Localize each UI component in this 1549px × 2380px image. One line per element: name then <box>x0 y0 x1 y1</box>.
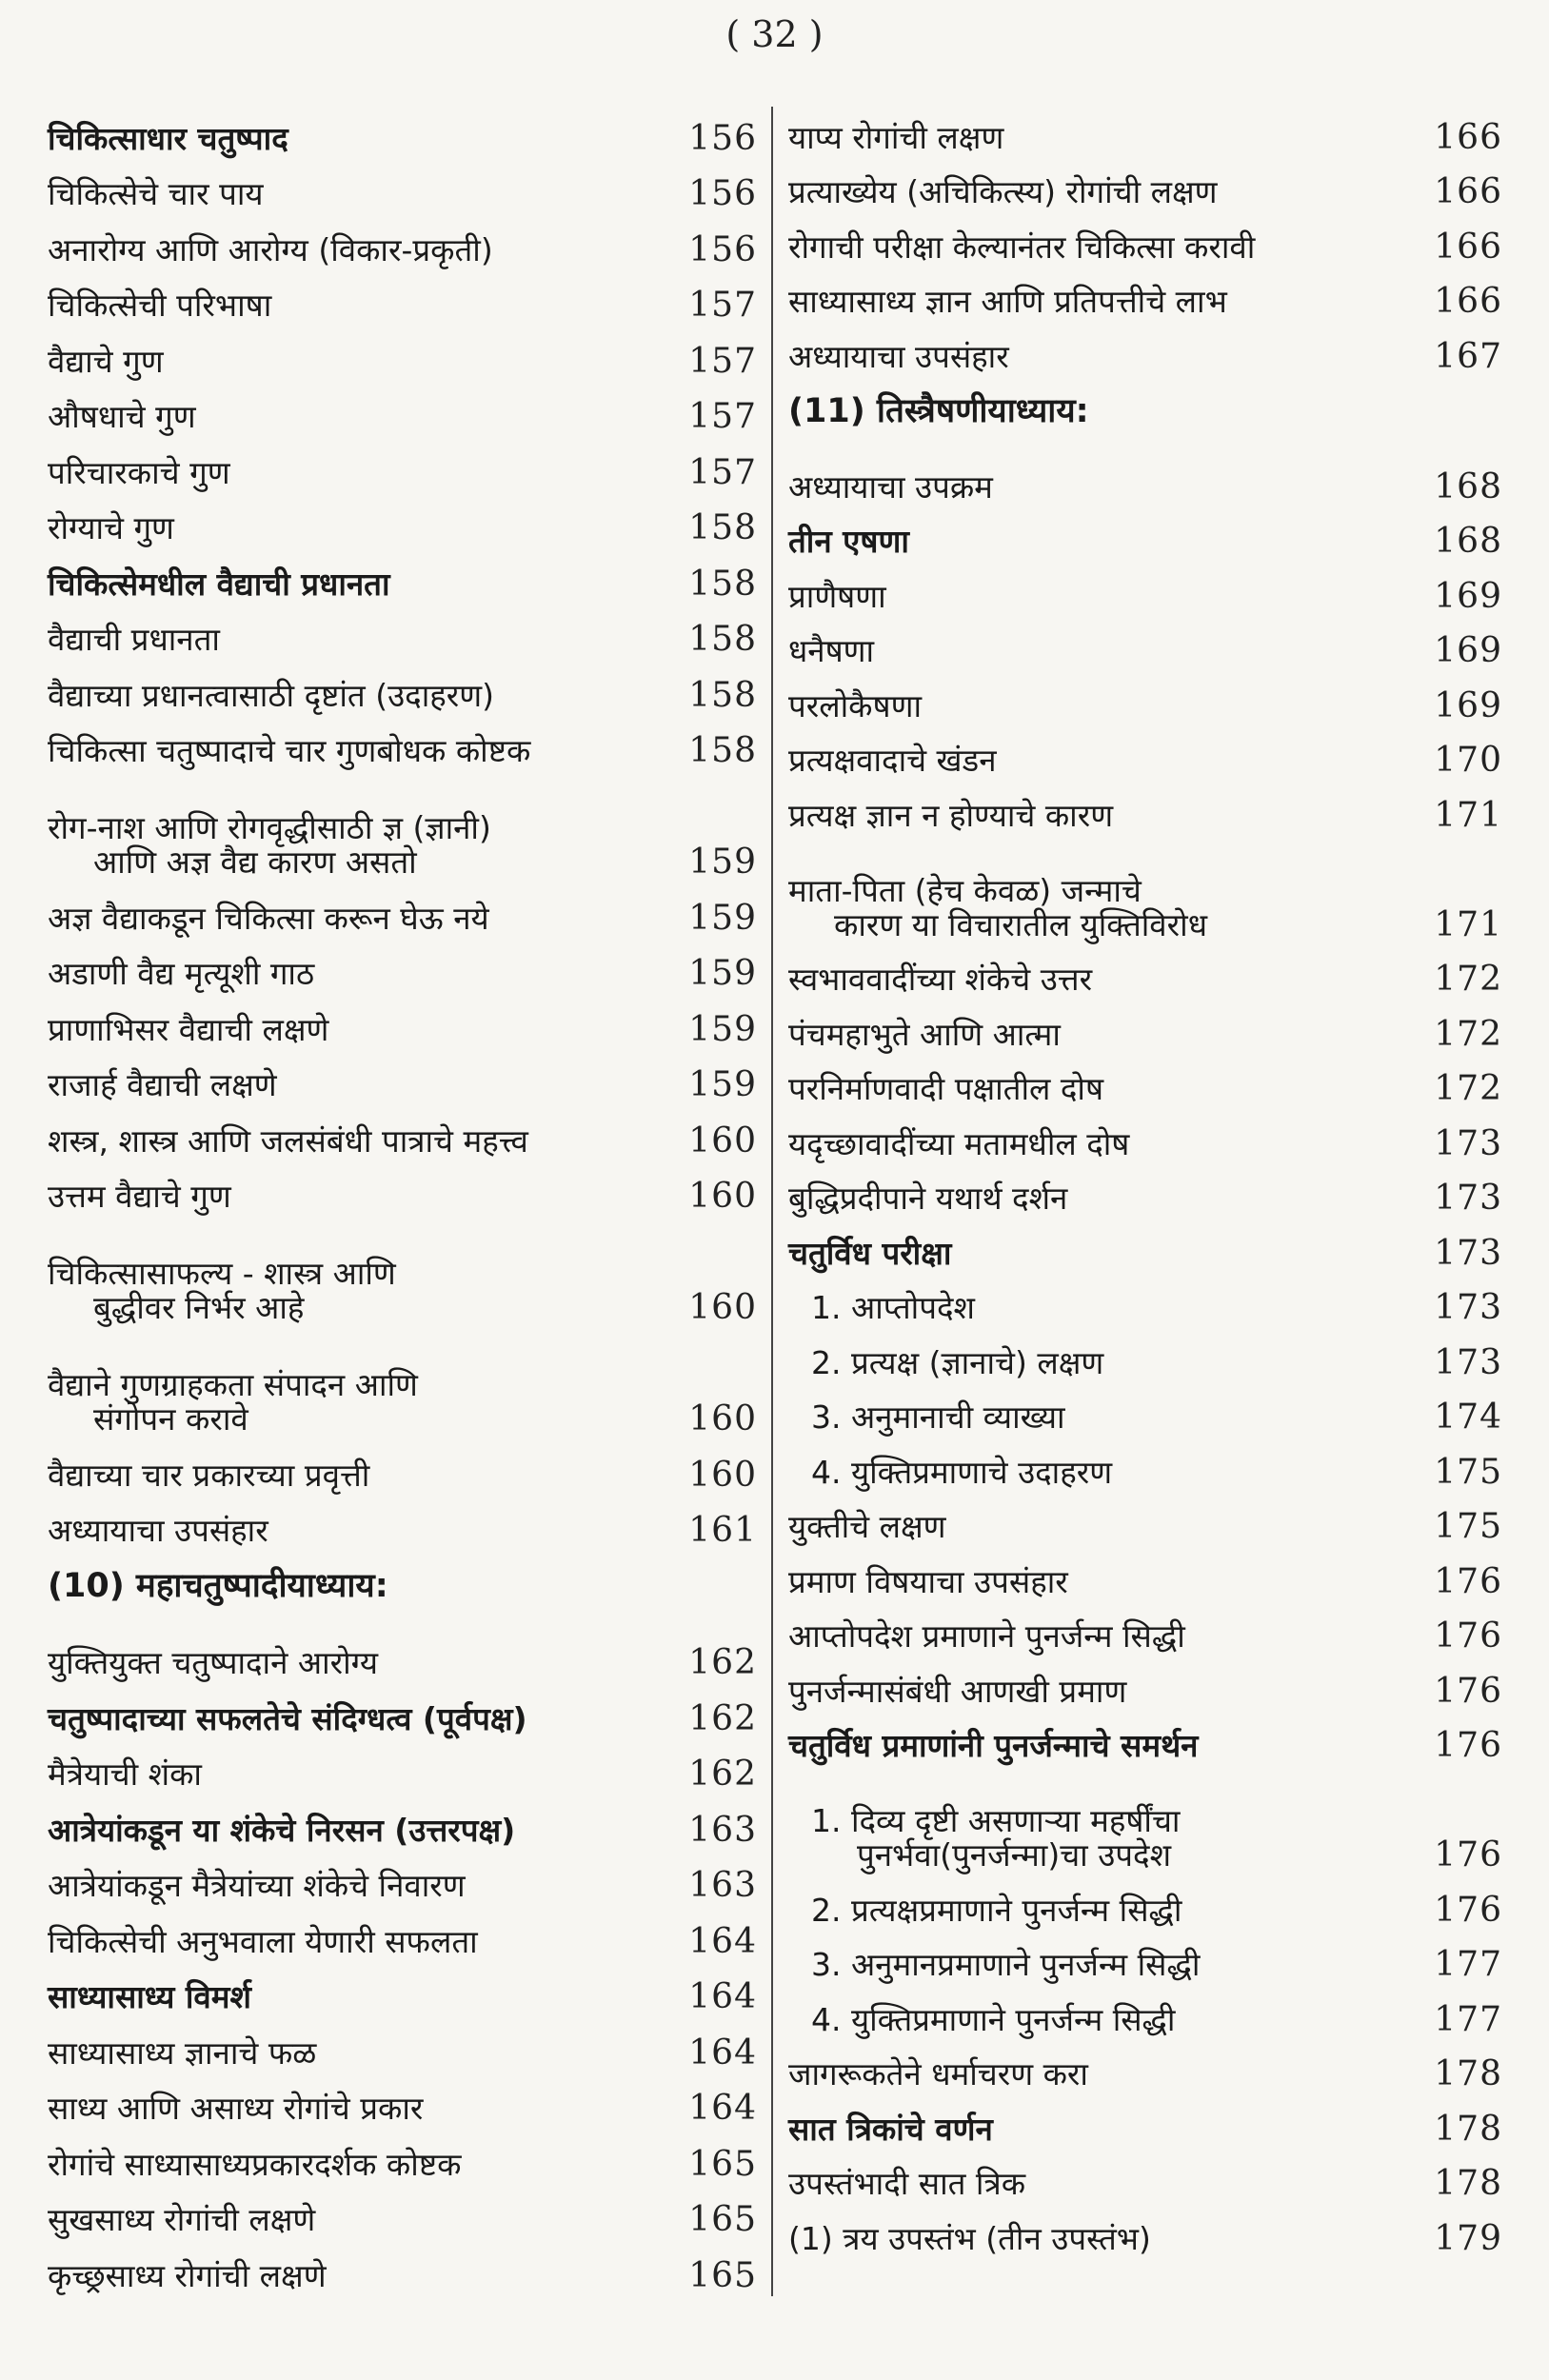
toc-entry-title-line: आत्रेयांकडून मैत्रेयांच्या शंकेचे निवारण <box>48 1867 466 1904</box>
toc-entry-title-line: 4. युक्तिप्रमाणाचे उदाहरण <box>811 1453 1113 1491</box>
toc-page-number: 178 <box>1434 2109 1502 2149</box>
toc-entry-title-line: (11) तिस्त्रैषणीयाध्याय: <box>788 392 1089 431</box>
toc-entry-title <box>48 119 288 157</box>
toc-entry-title-line: वैद्याच्या चार प्रकारच्या प्रवृत्ती <box>48 1456 370 1494</box>
toc-entry-title <box>48 2145 462 2183</box>
toc-entry <box>788 1106 1502 1161</box>
toc-entry-title-line: 1. आप्तोपदेश <box>811 1289 975 1326</box>
toc-entry <box>788 1271 1502 1326</box>
toc-page-number: 174 <box>1434 1398 1502 1437</box>
toc-page-number: 157 <box>688 397 757 436</box>
toc-page-number: 171 <box>1434 904 1502 944</box>
toc-entry-title <box>48 1068 277 1102</box>
toc-entry-title-line: चतुष्पादाच्या सफलतेचे संदिग्धत्व (पूर्वपक्ष) <box>48 1699 527 1737</box>
toc-entry-title-line: कृच्छ्रसाध्य रोगांची लक्षणे <box>48 2256 327 2294</box>
toc-entry <box>788 449 1502 505</box>
toc-page-number: 159 <box>688 898 757 938</box>
toc-entry-title-line: युक्तीचे लक्षण <box>788 1508 946 1545</box>
toc-entry-title <box>788 1124 1130 1162</box>
toc-entry-title <box>788 962 1092 997</box>
toc-entry-title-line: चिकित्साधार चतुष्पाद <box>48 119 288 157</box>
toc-entry <box>48 991 757 1047</box>
toc-entry-title-line: यदृच्छावादींच्या मतामधील दोष <box>788 1124 1130 1162</box>
toc-entry-title-line: प्रत्यक्ष ज्ञान न होण्याचे कारण <box>788 796 1114 834</box>
toc-entry-title <box>788 2000 1176 2038</box>
toc-page-number: 161 <box>688 1511 757 1550</box>
toc-page-number: 169 <box>1434 631 1502 670</box>
toc-entry <box>788 1435 1502 1490</box>
toc-page-number: 178 <box>1434 2054 1502 2093</box>
toc-entry-title-line: 2. प्रत्यक्षप्रमाणाने पुनर्जन्म सिद्धी <box>811 1891 1182 1929</box>
toc-chapter-heading <box>48 1548 757 1625</box>
toc-page-number: 157 <box>688 341 757 381</box>
toc-page-number: 175 <box>1434 1507 1502 1546</box>
toc-entry-title <box>48 2203 315 2237</box>
toc-entry-title <box>788 1672 1127 1710</box>
toc-entry <box>788 1709 1502 1764</box>
toc-entry-title-continuation: आणि अज्ञ वैद्य कारण असतो <box>93 843 417 881</box>
toc-page-number: 160 <box>688 1455 757 1495</box>
toc-entry <box>788 942 1502 998</box>
toc-entry-title <box>788 1181 1067 1216</box>
toc-entry-title <box>48 1699 527 1737</box>
toc-entry-title <box>788 1562 1068 1600</box>
toc-entry-title <box>48 676 494 714</box>
toc-entry-title <box>788 1948 1200 1982</box>
toc-entry <box>788 833 1502 942</box>
toc-entry-title-line: प्रत्यक्षवादाचे खंडन <box>788 742 997 779</box>
toc-entry <box>788 265 1502 320</box>
toc-page-number: 158 <box>688 508 757 547</box>
toc-entry <box>48 1493 757 1549</box>
toc-page-number: 173 <box>1434 1123 1502 1163</box>
toc-entry-title <box>48 623 220 657</box>
toc-entry-title-line: सुखसाध्य रोगांची लक्षणे <box>48 2201 316 2238</box>
toc-entry-title-line: प्रत्याख्येय (अचिकित्स्य) रोगांची लक्षण <box>788 173 1218 210</box>
toc-entry-title <box>48 899 489 937</box>
toc-entry <box>788 2092 1502 2147</box>
toc-entry-title-line: (10) महाचतुष्पादीयाध्याय: <box>48 1567 388 1606</box>
toc-entry-title <box>788 118 1004 156</box>
toc-page-number: 159 <box>688 954 757 993</box>
toc-page-number: 176 <box>1434 1616 1502 1656</box>
toc-entry <box>48 379 757 435</box>
toc-entry <box>788 1873 1502 1928</box>
toc-page-number: 164 <box>688 2089 757 2128</box>
toc-page-number: 179 <box>1434 2218 1502 2258</box>
toc-entry-title-line: मैत्रेयाची शंका <box>48 1755 202 1793</box>
toc-entry <box>788 1599 1502 1655</box>
toc-entry-title-line: प्राणाभिसर वैद्याची लक्षणे <box>48 1010 329 1048</box>
toc-entry <box>48 1736 757 1793</box>
toc-page-number: 166 <box>1434 282 1502 321</box>
page-number: ( 32 ) <box>725 13 824 55</box>
toc-entry-title <box>788 871 1207 943</box>
toc-entry-title <box>48 1757 202 1792</box>
toc-page-number: 162 <box>688 1643 757 1682</box>
toc-entry-title-line: साध्यासाध्य ज्ञानाचे फळ <box>48 2033 317 2072</box>
toc-entry <box>48 1047 757 1103</box>
toc-entry-title <box>48 2092 423 2126</box>
toc-entry <box>48 880 757 936</box>
toc-entry-title-line: रोग्याचे गुण <box>48 509 174 546</box>
toc-entry <box>48 2182 757 2238</box>
toc-entry-title-line: याप्य रोगांची लक्षण <box>788 118 1004 156</box>
toc-entry-title-line: उत्तम वैद्याचे गुण <box>48 1178 231 1215</box>
toc-entry-title <box>48 342 164 380</box>
toc-page-number: 173 <box>1434 1288 1502 1327</box>
toc-entry-title <box>788 1400 1065 1435</box>
toc-entry-title-line: वैद्याची प्रधानता <box>48 621 220 658</box>
toc-page-number: 171 <box>1434 795 1502 835</box>
toc-entry-title <box>788 634 874 668</box>
toc-entry-title <box>48 230 493 268</box>
toc-entry <box>48 2126 757 2182</box>
toc-entry-title-line: अध्यायाचा उपक्रम <box>788 467 993 506</box>
toc-page-number: 168 <box>1434 522 1502 561</box>
toc-entry-title-line: 3. अनुमानाची व्याख्या <box>811 1398 1065 1436</box>
toc-entry-title <box>48 1458 369 1493</box>
toc-entry-title <box>48 288 271 323</box>
toc-entry <box>48 156 757 212</box>
toc-entry <box>48 100 757 156</box>
toc-entry-title <box>788 1891 1182 1929</box>
toc-entry <box>48 1680 757 1736</box>
toc-entry-title <box>48 1646 378 1680</box>
toc-entry-title-line: साध्यासाध्य ज्ञान आणि प्रतिपत्तीचे लाभ <box>788 283 1227 320</box>
toc-entry-title-line: साध्यासाध्य विमर्श <box>48 1978 251 2015</box>
toc-entry-title-line: वैद्याचे गुण <box>48 342 164 380</box>
toc-entry-title <box>788 285 1227 319</box>
toc-entry-title-line: पंचमहाभुते आणि आत्मा <box>788 1015 1061 1053</box>
toc-entry-title-line: परलोकैषणा <box>788 686 922 724</box>
toc-entry-title <box>48 957 314 991</box>
toc-entry-title <box>48 1514 268 1548</box>
toc-entry <box>788 319 1502 374</box>
toc-entry-title-line: चिकित्सेची अनुभवाला येणारी सफलता <box>48 1922 478 1960</box>
toc-page-number: 158 <box>688 731 757 770</box>
toc-page-number: 160 <box>688 1399 757 1438</box>
toc-entry-title <box>788 175 1218 209</box>
toc-entry-title <box>48 2256 327 2294</box>
toc-entry-title-line: चिकित्सासाफल्य - शास्त्र आणि <box>48 1255 396 1292</box>
toc-entry-title-line: रोगांचे साध्यासाध्यप्रकारदर्शक कोष्टक <box>48 2145 462 2183</box>
toc-entry <box>48 1903 757 1959</box>
toc-entry-title-continuation: संगोपन करावे <box>93 1400 248 1438</box>
toc-entry-title-line: (1) त्रय उपस्तंभ (तीन उपस्तंभ) <box>788 2219 1151 2257</box>
toc-page-number: 175 <box>1434 1452 1502 1492</box>
toc-entry-title-line: साध्य आणि असाध्य रोगांचे प्रकार <box>48 2090 424 2127</box>
toc-entry-title-line: 2. प्रत्यक्ष (ज्ञानाचे) लक्षण <box>811 1343 1104 1381</box>
toc-entry-title-line: चतुर्विध प्रमाणांनी पुनर्जन्माचे समर्थन <box>788 1727 1199 1764</box>
toc-left-column <box>48 100 757 2293</box>
toc-entry-title-continuation: पुनर्भवा(पुनर्जन्मा)चा उपदेश <box>857 1836 1172 1874</box>
toc-entry-title <box>788 2112 993 2147</box>
toc-entry <box>788 614 1502 669</box>
toc-page-number: 173 <box>1434 1233 1502 1273</box>
toc-entry-title-line: आप्तोपदेश प्रमाणाने पुनर्जन्म सिद्धी <box>788 1617 1185 1655</box>
toc-right-column <box>788 100 1502 2256</box>
toc-entry-title <box>48 1980 251 2014</box>
column-divider <box>771 107 773 2296</box>
toc-entry-title <box>48 567 390 602</box>
toc-entry-title-line: प्रमाण विषयाचा उपसंहार <box>788 1562 1068 1600</box>
toc-page-number: 157 <box>688 452 757 492</box>
toc-entry-title <box>788 1072 1103 1106</box>
toc-entry <box>788 1052 1502 1107</box>
toc-entry-title-line: पुनर्जन्मासंबंधी आणखी प्रमाण <box>788 1672 1127 1710</box>
toc-entry-title <box>48 1257 396 1325</box>
toc-entry-title-line: सात त्रिकांचे वर्णन <box>788 2110 993 2148</box>
toc-page-number: 176 <box>1434 1561 1502 1601</box>
toc-page-number: 163 <box>688 1810 757 1850</box>
toc-page-number: 176 <box>1434 1890 1502 1930</box>
toc-entry <box>788 100 1502 155</box>
toc-page-number: 158 <box>688 620 757 659</box>
toc-entry <box>788 2147 1502 2202</box>
toc-page-number: 159 <box>688 1065 757 1104</box>
toc-entry-title <box>48 1180 231 1214</box>
toc-entry-title <box>48 1869 466 1903</box>
toc-entry-title-line: धनैषणा <box>788 632 875 669</box>
toc-entry-title-line: चिकित्सेचे चार पाय <box>48 175 264 212</box>
toc-entry-title <box>788 337 1009 375</box>
toc-entry-title <box>788 2057 1088 2092</box>
toc-page-number: 156 <box>688 174 757 213</box>
toc-entry-title-line: शस्त्र, शास्त्र आणि जलसंबंधी पात्राचे महत्त्व <box>48 1121 528 1160</box>
toc-entry-title-line: युक्तियुक्त चतुष्पादाने आरोग्य <box>48 1644 379 1681</box>
toc-entry-title-line: प्राणैषणा <box>788 577 886 615</box>
toc-entry-title <box>48 1121 528 1160</box>
toc-entry <box>48 1437 757 1493</box>
toc-entry-title <box>788 1619 1185 1654</box>
toc-entry-title-line: तीन एषणा <box>788 523 909 560</box>
toc-entry <box>788 1544 1502 1599</box>
toc-entry-title-continuation: कारण या विचारातील युक्तिविरोध <box>834 905 1207 943</box>
toc-entry-title-line: अध्यायाचा उपसंहार <box>48 1512 268 1549</box>
toc-page-number: 165 <box>688 2200 757 2239</box>
toc-entry-title-line: परनिर्माणवादी पक्षातील दोष <box>788 1070 1104 1107</box>
toc-page-number: 159 <box>688 1009 757 1049</box>
toc-page-number: 158 <box>688 675 757 715</box>
toc-page-number: 177 <box>1434 1945 1502 1984</box>
toc-entry-title <box>48 1368 418 1437</box>
toc-entry-title <box>48 177 264 211</box>
toc-entry-title <box>788 1804 1180 1873</box>
toc-page-number: 160 <box>688 1288 757 1327</box>
toc-entry-title <box>48 511 174 545</box>
toc-entry <box>48 434 757 490</box>
toc-entry <box>788 1380 1502 1436</box>
toc-entry-title <box>788 1291 975 1325</box>
toc-page-number: 163 <box>688 1866 757 1905</box>
toc-entry-title-line: चिकित्सेमधील वैद्याची प्रधानता <box>48 565 390 603</box>
toc-entry <box>48 936 757 992</box>
toc-entry <box>48 323 757 379</box>
toc-entry-title <box>48 1922 478 1960</box>
toc-page-number: 158 <box>688 564 757 604</box>
toc-entry-title <box>788 1234 952 1272</box>
toc-entry-title <box>788 1015 1061 1053</box>
toc-entry-title <box>48 1567 388 1606</box>
toc-page-number: 167 <box>1434 336 1502 376</box>
toc-entry <box>48 1959 757 2015</box>
toc-page-number: 176 <box>1434 1726 1502 1765</box>
toc-page-number: 168 <box>1434 466 1502 506</box>
toc-entry-title-line: स्वभाववादींच्या शंकेचे उत्तर <box>788 961 1093 998</box>
toc-entry-title <box>788 1343 1104 1381</box>
toc-entry-title <box>788 1510 946 1544</box>
toc-entry-title <box>788 577 886 615</box>
toc-entry-title <box>788 744 997 778</box>
toc-page-number: 165 <box>688 2144 757 2184</box>
toc-entry-title-line: चिकित्सा चतुष्पादाचे चार गुणबोधक कोष्टक <box>48 732 531 769</box>
toc-entry-title-line: वैद्याच्या प्रधानत्वासाठी दृष्टांत (उदाहरण) <box>48 676 494 714</box>
toc-entry <box>48 1325 757 1437</box>
toc-entry-title <box>788 525 909 559</box>
toc-entry-title-line: अज्ञ वैद्याकडून चिकित्सा करून घेऊ नये <box>48 899 489 937</box>
toc-entry <box>788 2037 1502 2092</box>
toc-page-number: 156 <box>688 229 757 269</box>
toc-entry <box>48 1159 757 1215</box>
toc-entry <box>788 1216 1502 1271</box>
toc-entry-title-line: 1. दिव्य दृष्टी असणाऱ्या महर्षींचा <box>811 1802 1181 1839</box>
toc-page-number: 170 <box>1434 741 1502 780</box>
toc-page-number: 160 <box>688 1177 757 1216</box>
toc-entry <box>788 209 1502 265</box>
toc-entry <box>48 545 757 602</box>
toc-entry-title <box>788 796 1114 834</box>
toc-entry-title-line: राजार्ह वैद्याची लक्षणे <box>48 1066 277 1103</box>
toc-entry-title <box>48 453 230 491</box>
toc-entry <box>48 768 757 880</box>
toc-entry-title <box>788 1729 1198 1763</box>
toc-entry-title <box>788 230 1255 265</box>
toc-entry-title-continuation: बुद्धीवर निर्भर आहे <box>93 1289 305 1326</box>
toc-entry <box>48 2237 757 2293</box>
toc-page-number: 172 <box>1434 960 1502 999</box>
toc-entry <box>788 778 1502 833</box>
toc-page-number: 172 <box>1434 1069 1502 1108</box>
toc-page-number: 164 <box>688 1977 757 2016</box>
toc-page-number: 176 <box>1434 1835 1502 1874</box>
toc-entry-title-line: रोग-नाश आणि रोगवृद्धीसाठी ज्ञ (ज्ञानी) <box>48 809 491 846</box>
toc-page-number: 172 <box>1434 1014 1502 1054</box>
toc-entry-title <box>788 467 993 506</box>
toc-page-number: 166 <box>1434 227 1502 267</box>
toc-entry <box>48 1792 757 1848</box>
toc-entry <box>788 1325 1502 1380</box>
toc-entry <box>788 668 1502 724</box>
toc-entry <box>788 997 1502 1052</box>
toc-page-number: 165 <box>688 2255 757 2295</box>
toc-page-number: 157 <box>688 286 757 325</box>
toc-entry-title <box>788 2167 1025 2201</box>
toc-page-number: 166 <box>1434 172 1502 211</box>
toc-entry-title-line: आत्रेयांकडून या शंकेचे निरसन (उत्तरपक्ष) <box>48 1811 516 1849</box>
toc-entry <box>48 657 757 713</box>
toc-page-number: 164 <box>688 1921 757 1961</box>
toc-page-number: 173 <box>1434 1179 1502 1218</box>
toc-entry-title <box>788 686 922 724</box>
toc-entry-title <box>788 1453 1113 1491</box>
toc-entry-title <box>48 734 530 768</box>
toc-entry-title-line: चिकित्सेची परिभाषा <box>48 287 272 324</box>
toc-entry-title-line: रोगाची परीक्षा केल्यानंतर चिकित्सा करावी <box>788 228 1256 266</box>
toc-entry <box>48 1625 757 1681</box>
toc-page-number: 176 <box>1434 1671 1502 1711</box>
toc-page-number: 162 <box>688 1698 757 1738</box>
toc-page-number: 173 <box>1434 1342 1502 1382</box>
toc-entry-title-line: परिचारकाचे गुण <box>48 453 230 491</box>
toc-page-number: 164 <box>688 2033 757 2073</box>
toc-page-number: 169 <box>1434 685 1502 725</box>
toc-entry-title-line: उपस्तंभादी सात त्रिक <box>788 2165 1026 2202</box>
toc-chapter-heading <box>788 374 1502 450</box>
toc-entry-title-line: वैद्याने गुणग्राहकता संपादन आणि <box>48 1366 418 1403</box>
toc-page-number: 178 <box>1434 2164 1502 2203</box>
toc-entry <box>48 490 757 546</box>
toc-entry <box>48 2071 757 2127</box>
toc-entry <box>788 559 1502 614</box>
toc-entry-title-line: जागरूकतेने धर्माचरण करा <box>788 2055 1088 2092</box>
toc-page-number: 166 <box>1434 117 1502 157</box>
toc-entry-title-line: 3. अनुमानप्रमाणाने पुनर्जन्म सिद्धी <box>811 1946 1201 1983</box>
toc-entry-title <box>48 400 196 434</box>
toc-entry-title-line: औषधाचे गुण <box>48 398 196 435</box>
toc-entry <box>788 1982 1502 2037</box>
toc-page-number: 177 <box>1434 1999 1502 2039</box>
toc-entry <box>48 1848 757 1904</box>
toc-entry <box>788 1490 1502 1545</box>
toc-entry-title-line: अध्यायाचा उपसंहार <box>788 337 1009 375</box>
toc-page-number: 156 <box>688 118 757 158</box>
toc-entry <box>48 602 757 658</box>
toc-entry <box>788 724 1502 779</box>
toc-entry-title <box>48 1811 516 1849</box>
toc-entry <box>788 1928 1502 1983</box>
toc-entry-title-line: चतुर्विध परीक्षा <box>788 1234 952 1272</box>
toc-entry-title-line: 4. युक्तिप्रमाणाने पुनर्जन्म सिद्धी <box>811 2000 1176 2038</box>
toc-entry-title-line: अडाणी वैद्य मृत्यूशी गाठ <box>48 955 315 992</box>
toc-entry-title <box>48 2033 317 2072</box>
toc-entry-title-line: माता-पिता (हेच केवळ) जन्माचे <box>788 871 1142 909</box>
toc-entry <box>48 1102 757 1159</box>
toc-entry <box>48 1214 757 1325</box>
toc-entry-title <box>48 1010 329 1048</box>
toc-page-number: 160 <box>688 1121 757 1160</box>
toc-page-number: 162 <box>688 1755 757 1794</box>
toc-entry <box>48 713 757 769</box>
toc-entry <box>48 211 757 268</box>
toc-entry <box>48 2014 757 2071</box>
toc-page-number: 169 <box>1434 576 1502 616</box>
toc-entry <box>48 268 757 324</box>
toc-entry <box>788 1161 1502 1217</box>
toc-entry <box>788 155 1502 210</box>
toc-entry <box>788 1763 1502 1873</box>
toc-page-number: 159 <box>688 843 757 882</box>
toc-entry <box>788 505 1502 560</box>
toc-entry-title-line: अनारोग्य आणि आरोग्य (विकार-प्रकृती) <box>48 230 493 268</box>
toc-entry <box>788 2201 1502 2256</box>
toc-entry-title <box>788 392 1089 431</box>
toc-entry-title-line: बुद्धिप्रदीपाने यथार्थ दर्शन <box>788 1180 1068 1217</box>
toc-entry-title <box>48 811 491 880</box>
toc-entry-title <box>788 2219 1151 2257</box>
toc-entry <box>788 1654 1502 1709</box>
